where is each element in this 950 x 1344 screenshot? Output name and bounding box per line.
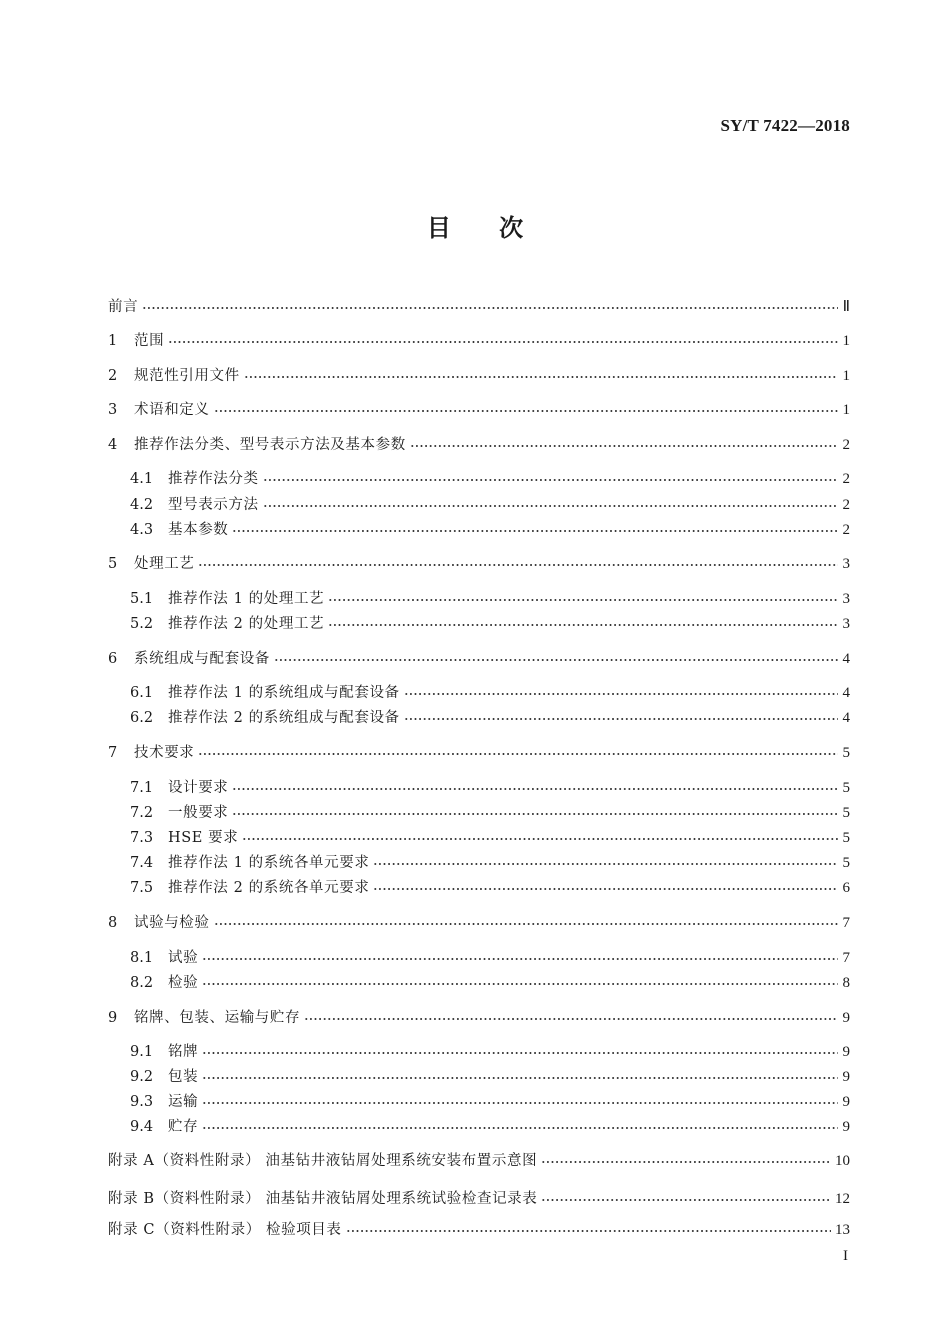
toc-entry[interactable] <box>130 852 850 874</box>
toc-entry-page: 9 <box>842 1094 850 1110</box>
toc-entry-page: 3 <box>842 556 850 572</box>
standard-code: SY/T 7422—2018 <box>720 116 850 135</box>
toc-entry-page: 4 <box>842 710 850 726</box>
toc-entry-page: 9 <box>842 1010 850 1026</box>
toc-entry[interactable] <box>130 519 850 541</box>
toc-entry[interactable] <box>130 1091 850 1113</box>
toc-entry-page: 5 <box>842 805 850 821</box>
toc-entry-page: 9 <box>842 1119 850 1135</box>
toc-entry-page: 5 <box>842 855 850 871</box>
toc-entry-page: 4 <box>842 651 850 667</box>
toc-entry-page: 9 <box>842 1044 850 1060</box>
toc-leader-dots <box>328 596 838 604</box>
toc-entry-label: 推荐作法 2 的系统各单元要求 <box>168 880 370 896</box>
toc-entry-page: 10 <box>835 1153 850 1169</box>
toc-leader-dots <box>202 955 838 963</box>
toc-entry-number: 7.2 <box>130 805 154 821</box>
toc-entry-page: 5 <box>842 745 850 761</box>
toc-leader-dots <box>202 1074 838 1082</box>
toc-leader-dots <box>142 304 838 312</box>
toc-entry[interactable] <box>130 877 850 899</box>
toc-entry-label: 推荐作法 1 的系统组成与配套设备 <box>168 685 400 701</box>
toc-leader-dots <box>232 810 838 818</box>
toc-entry-label: 试验 <box>168 950 199 966</box>
toc-leader-dots <box>410 442 838 450</box>
toc-entry-number: 1 <box>108 333 118 349</box>
toc-entry-page: 13 <box>835 1222 850 1238</box>
toc-entry-page: 1 <box>842 402 850 418</box>
toc-entry-label: 推荐作法 2 的系统组成与配套设备 <box>168 710 400 726</box>
toc-entry-number: 9.3 <box>130 1094 154 1110</box>
toc-entry-page: 2 <box>842 522 850 538</box>
toc-entry-label: 附录 A（资料性附录） 油基钻井液钻屑处理系统安装布置示意图 <box>108 1153 538 1169</box>
toc-entry-label: 基本参数 <box>168 522 229 538</box>
toc-entry-page: 5 <box>842 830 850 846</box>
toc-leader-dots <box>274 656 838 664</box>
toc-entry[interactable] <box>108 434 850 456</box>
toc-leader-dots <box>328 621 838 629</box>
toc-entry-label: 包装 <box>168 1069 199 1085</box>
toc-leader-dots <box>346 1227 831 1235</box>
toc-entry[interactable] <box>130 777 850 799</box>
footer-page-number: I <box>843 1248 848 1264</box>
toc-entry-label: 试验与检验 <box>134 915 210 931</box>
toc-leader-dots <box>404 690 838 698</box>
toc-leader-dots <box>244 373 838 381</box>
toc-entry-number: 5 <box>108 556 118 572</box>
toc-leader-dots <box>198 561 838 569</box>
toc-entry-number: 5.1 <box>130 591 154 607</box>
toc-entry[interactable] <box>108 1150 850 1172</box>
toc-entry-label: 贮存 <box>168 1119 199 1135</box>
toc-entry[interactable] <box>108 1007 850 1029</box>
toc-entry-page: 2 <box>842 471 850 487</box>
toc-entry-number: 8 <box>108 915 118 931</box>
toc-entry-label: 推荐作法分类 <box>168 471 259 487</box>
toc-leader-dots <box>232 527 838 535</box>
page-title: 目 次 <box>426 214 524 242</box>
toc-entry-number: 9.1 <box>130 1044 154 1060</box>
toc-entry-page: 2 <box>842 437 850 453</box>
toc-entry[interactable] <box>108 365 850 387</box>
toc-entry-number: 9 <box>108 1010 118 1026</box>
toc-entry[interactable] <box>108 330 850 352</box>
toc-entry-page: 8 <box>842 975 850 991</box>
toc-entry-number: 7 <box>108 745 118 761</box>
toc-leader-dots <box>404 715 838 723</box>
toc-leader-dots <box>373 885 838 893</box>
toc-entry[interactable] <box>108 912 850 934</box>
toc-leader-dots <box>202 1099 838 1107</box>
toc-entry-label: 推荐作法 1 的处理工艺 <box>168 591 325 607</box>
toc-entry-label: 技术要求 <box>134 745 195 761</box>
toc-entry-number: 7.3 <box>130 830 154 846</box>
toc-entry-label: 前言 <box>108 299 139 315</box>
toc-entry-number: 4.2 <box>130 497 154 513</box>
toc-entry-page: 9 <box>842 1069 850 1085</box>
toc-entry[interactable] <box>108 742 850 764</box>
toc-entry[interactable] <box>130 1066 850 1088</box>
toc-entry[interactable] <box>130 947 850 969</box>
toc-entry-page: 1 <box>842 368 850 384</box>
toc-entry-label: 附录 C（资料性附录） 检验项目表 <box>108 1222 342 1238</box>
toc-leader-dots <box>232 785 838 793</box>
toc-entry[interactable] <box>130 707 850 729</box>
toc-entry-label: 推荐作法 2 的处理工艺 <box>168 616 325 632</box>
toc-leader-dots <box>242 835 838 843</box>
toc-leader-dots <box>202 980 838 988</box>
toc-entry-number: 7.5 <box>130 880 154 896</box>
toc-entry-number: 3 <box>108 402 118 418</box>
toc-entry[interactable] <box>108 399 850 421</box>
toc-leader-dots <box>263 476 838 484</box>
toc-entry[interactable] <box>108 648 850 670</box>
toc-entry-page: 2 <box>842 497 850 513</box>
toc-entry-number: 5.2 <box>130 616 154 632</box>
toc-leader-dots <box>304 1015 838 1023</box>
toc-entry-page: 12 <box>835 1191 850 1207</box>
toc-entry-number: 9.4 <box>130 1119 154 1135</box>
toc-entry[interactable] <box>130 1041 850 1063</box>
toc-entry-page: 6 <box>842 880 850 896</box>
toc-leader-dots <box>263 502 838 510</box>
toc-entry-label: 系统组成与配套设备 <box>134 651 270 667</box>
toc-entry-label: 处理工艺 <box>134 556 195 572</box>
toc-entry-label: 型号表示方法 <box>168 497 259 513</box>
toc-entry-number: 8.2 <box>130 975 154 991</box>
toc-entry-page: 7 <box>842 950 850 966</box>
toc-entry-label: 术语和定义 <box>134 402 210 418</box>
toc-entry-label: 设计要求 <box>168 780 229 796</box>
toc-leader-dots <box>202 1124 838 1132</box>
toc-entry-number: 4 <box>108 437 118 453</box>
toc-entry[interactable] <box>130 827 850 849</box>
toc-entry-number: 8.1 <box>130 950 154 966</box>
toc-entry-number: 9.2 <box>130 1069 154 1085</box>
toc-entry-label: HSE 要求 <box>168 830 239 846</box>
toc-entry-label: 推荐作法分类、型号表示方法及基本参数 <box>134 437 406 453</box>
toc-leader-dots <box>214 920 839 928</box>
toc-entry-label: 运输 <box>168 1094 199 1110</box>
toc-entry-number: 7.1 <box>130 780 154 796</box>
toc-leader-dots <box>373 860 838 868</box>
toc-entry-page: 7 <box>842 915 850 931</box>
toc-leader-dots <box>202 1049 838 1057</box>
toc-entry-number: 2 <box>108 368 118 384</box>
toc-entry-number: 4.3 <box>130 522 154 538</box>
toc-entry-label: 铭牌 <box>168 1044 199 1060</box>
toc-entry-label: 推荐作法 1 的系统各单元要求 <box>168 855 370 871</box>
toc-entry-page: 3 <box>842 591 850 607</box>
toc-entry-label: 检验 <box>168 975 199 991</box>
toc-entry-label: 范围 <box>134 333 165 349</box>
toc-entry-number: 7.4 <box>130 855 154 871</box>
toc-entry-label: 附录 B（资料性附录） 油基钻井液钻屑处理系统试验检查记录表 <box>108 1191 538 1207</box>
toc-entry-page: Ⅱ <box>842 299 850 315</box>
toc-entry[interactable] <box>130 972 850 994</box>
toc-entry[interactable] <box>108 1188 850 1210</box>
toc-entry-label: 规范性引用文件 <box>134 368 240 384</box>
toc-entry-page: 3 <box>842 616 850 632</box>
toc-leader-dots <box>214 407 839 415</box>
toc-entry[interactable] <box>108 296 850 318</box>
toc-entry-number: 6 <box>108 651 118 667</box>
toc-entry[interactable] <box>130 494 850 516</box>
toc-entry[interactable] <box>108 1219 850 1241</box>
toc-entry-label: 铭牌、包装、运输与贮存 <box>134 1010 301 1026</box>
toc-leader-dots <box>541 1158 831 1166</box>
toc-entry[interactable] <box>130 802 850 824</box>
toc-entry[interactable] <box>130 682 850 704</box>
toc-entry[interactable] <box>130 468 850 490</box>
toc-entry-page: 5 <box>842 780 850 796</box>
toc-entry-number: 6.1 <box>130 685 154 701</box>
toc-entry-page: 4 <box>842 685 850 701</box>
toc-entry[interactable] <box>108 553 850 575</box>
toc-entry[interactable] <box>130 588 850 610</box>
toc-entry[interactable] <box>130 613 850 635</box>
toc-leader-dots <box>198 750 838 758</box>
toc-entry-number: 4.1 <box>130 471 154 487</box>
toc-entry-page: 1 <box>842 333 850 349</box>
toc-leader-dots <box>541 1196 831 1204</box>
toc-leader-dots <box>168 338 838 346</box>
toc-entry-label: 一般要求 <box>168 805 229 821</box>
toc-entry[interactable] <box>130 1116 850 1138</box>
toc-entry-number: 6.2 <box>130 710 154 726</box>
